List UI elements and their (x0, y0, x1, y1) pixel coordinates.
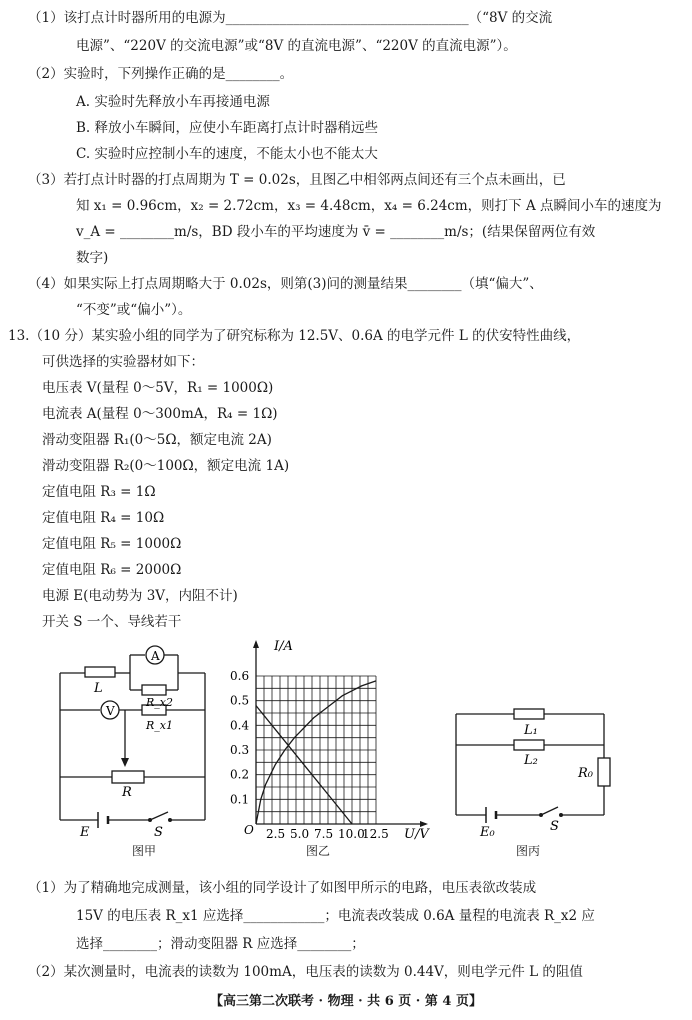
q12-1-line1: （1）该打点计时器所用的电源为____________________________________（“8V 的交流 (28, 10, 553, 26)
label-s: S (154, 825, 163, 840)
q13-stem-line1: 13.（10 分）某实验小组的同学为了研究标称为 12.5V、0.6A 的电学元件 L 的伏安特性曲线， (8, 328, 581, 344)
y-tick-label: 0.2 (230, 767, 250, 782)
label-s-bing: S (550, 819, 559, 834)
label-l1: L₁ (524, 723, 538, 738)
figure-jia-circuit (50, 640, 225, 840)
y-tick-label: 0.4 (230, 718, 250, 733)
option-a: A. 实验时先释放小车再接通电源 (76, 94, 270, 110)
y-tick-label: 0.5 (230, 693, 250, 708)
x-tick-label: 10.0 (338, 827, 365, 841)
x-tick-label: 7.5 (314, 827, 334, 841)
equip-source: 电源 E(电动势为 3V，内阻不计) (42, 588, 238, 604)
q12-3-line1: （3）若打点计时器的打点周期为 T = 0.02s，且图乙中相邻两点间还有三个点未画出，已 (28, 172, 566, 188)
equip-ammeter: 电流表 A(量程 0～300mA，R₄ = 1Ω) (42, 406, 278, 422)
equip-rheostat-r1: 滑动变阻器 R₁(0～5Ω，额定电流 2A) (42, 432, 272, 448)
label-e0: E₀ (480, 825, 495, 840)
option-b: B. 释放小车瞬间，应使小车距离打点计时器稍远些 (76, 120, 379, 136)
q13-stem-line2: 可供选择的实验器材如下： (42, 354, 204, 370)
caption-jia: 图甲 (132, 844, 157, 858)
y-tick-label: 0.1 (230, 792, 250, 807)
origin-label: O (244, 823, 254, 837)
equip-resistor-r6: 定值电阻 R₆ = 2000Ω (42, 562, 182, 578)
q13-1-line2: 15V 的电压表 R_x1 应选择____________；电流表改装成 0.6A 量程的电流表 R_x2 应 (76, 908, 595, 924)
label-r: R (122, 785, 132, 800)
q12-1-line2: 电源”、“220V 的交流电源”或“8V 的直流电源”、“220V 的直流电源”）。 (76, 38, 517, 54)
option-c: C. 实验时应控制小车的速度，不能太小也不能太大 (76, 146, 378, 162)
q12-3-line3: v_A = ________m/s，BD 段小车的平均速度为 v̄ = ________m/s；(结果保留两位有效 (76, 224, 596, 240)
x-axis-label: U/V (404, 827, 429, 842)
label-voltmeter: V (106, 704, 115, 718)
equip-resistor-r4: 定值电阻 R₄ = 10Ω (42, 510, 165, 526)
q13-1-line3: 选择________；滑动变阻器 R 应选择________； (76, 936, 365, 952)
q13-1-line1: （1）为了精确地完成测量，该小组的同学设计了如图甲所示的电路，电压表欲改装成 (28, 880, 537, 896)
equip-rheostat-r2: 滑动变阻器 R₂(0～100Ω，额定电流 1A) (42, 458, 290, 474)
label-rx1: R_x1 (146, 719, 173, 732)
label-e: E (80, 825, 90, 840)
q13-2-line1: （2）某次测量时，电流表的读数为 100mA，电压表的读数为 0.44V，则电学元件 L 的阻值 (28, 964, 583, 980)
y-tick-label: 0.6 (230, 669, 250, 683)
label-l: L (94, 681, 103, 696)
y-tick-label: 0.3 (230, 743, 250, 757)
page-footer: 【高三第二次联考 · 物理 · 共 6 页 · 第 4 页】 (210, 994, 482, 1009)
figure-bing-circuit (446, 700, 626, 845)
x-tick-label: 5.0 (290, 827, 310, 841)
q12-4-line1: （4）如果实际上打点周期略大于 0.02s，则第(3)问的测量结果________（填“偏大”、 (28, 276, 543, 292)
caption-yi: 图乙 (306, 844, 331, 858)
equip-voltmeter: 电压表 V(量程 0～5V，R₁ = 1000Ω) (42, 380, 274, 396)
y-axis-label: I/A (274, 639, 293, 654)
x-tick-label: 12.5 (362, 827, 389, 841)
iu-curve (256, 681, 376, 824)
figure-yi-chart (226, 636, 438, 842)
equip-resistor-r3: 定值电阻 R₃ = 1Ω (42, 484, 156, 500)
label-rx2: R_x2 (146, 696, 173, 709)
caption-bing: 图丙 (516, 844, 541, 858)
y-axis-arrow (253, 640, 259, 648)
q12-3-line2: 知 x₁ = 0.96cm，x₂ = 2.72cm，x₃ = 4.48cm，x₄ = 6.24cm，则打下 A 点瞬间小车的速度为 (76, 198, 662, 214)
q12-3-line4: 数字) (76, 250, 109, 266)
label-r0: R₀ (578, 766, 593, 781)
equip-switch: 开关 S 一个、导线若干 (42, 614, 182, 630)
equip-resistor-r5: 定值电阻 R₅ = 1000Ω (42, 536, 182, 552)
x-tick-label: 2.5 (266, 827, 286, 841)
label-ammeter: A (151, 649, 160, 663)
q12-4-line2: “不变”或“偏小”）。 (76, 302, 192, 318)
label-l2: L₂ (524, 753, 538, 768)
q12-2-line: （2）实验时，下列操作正确的是________。 (28, 66, 294, 82)
